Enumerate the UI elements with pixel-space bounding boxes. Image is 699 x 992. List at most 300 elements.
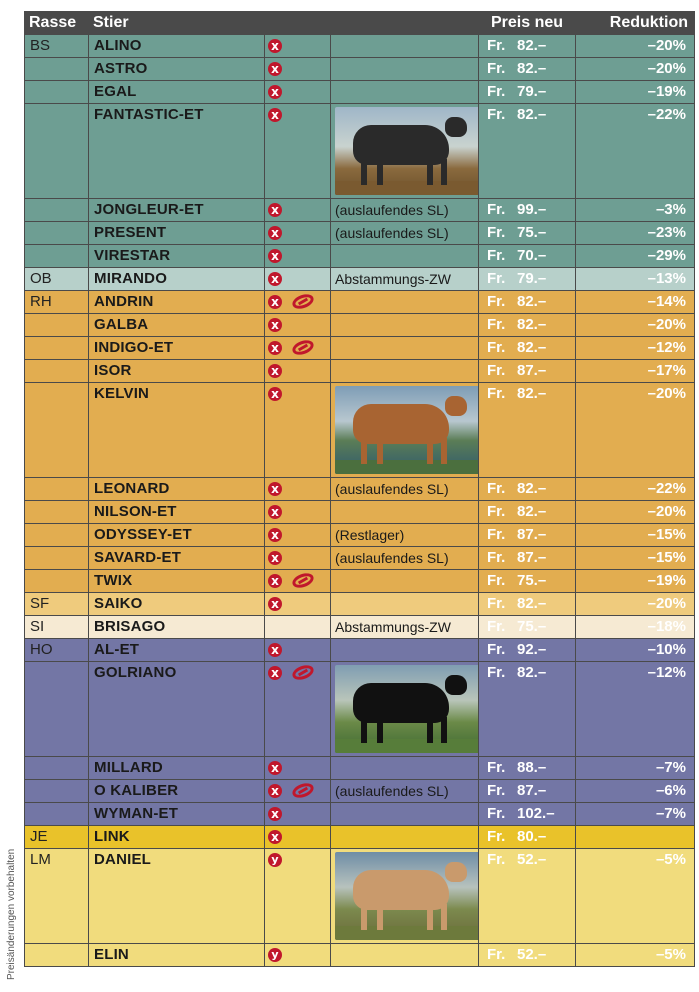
note-cell: [331, 58, 479, 81]
rasse-cell: [25, 222, 89, 245]
red-x-icon: x: [268, 643, 282, 657]
reduction-cell: –23%: [576, 222, 695, 245]
price-value: 102.–: [517, 805, 555, 822]
note-cell: Abstammungs-ZW: [331, 268, 479, 291]
reduction-cell: –20%: [576, 501, 695, 524]
red-x-icon: x: [268, 272, 282, 286]
rasse-cell: [25, 199, 89, 222]
bull-name: INDIGO-ET: [89, 337, 265, 360]
cow-body: [353, 404, 449, 444]
note-cell: [331, 245, 479, 268]
photo-ground: [335, 739, 479, 753]
icon-cell: [265, 383, 331, 478]
bull-name: O KALIBER: [89, 780, 265, 803]
price-cell: [479, 360, 576, 383]
red-x-icon: x: [268, 666, 282, 680]
bull-name: ASTRO: [89, 58, 265, 81]
price-cell: [479, 662, 576, 757]
price-value: 79.–: [517, 270, 547, 287]
rasse-cell: JE: [25, 826, 89, 849]
reduction-cell: –13%: [576, 268, 695, 291]
reduction-cell: –22%: [576, 478, 695, 501]
cow-body: [353, 683, 449, 723]
side-note: Preisänderungen vorbehalten: [6, 848, 17, 980]
currency: Fr.: [487, 572, 506, 589]
price-table: [24, 11, 695, 967]
currency: Fr.: [487, 224, 506, 241]
reduction-cell: –29%: [576, 245, 695, 268]
bull-name: KELVIN: [89, 383, 265, 478]
icon-cell: [265, 849, 331, 944]
reduction-cell: –5%: [576, 944, 695, 967]
icon-cell: [265, 639, 331, 662]
header-icons: [265, 12, 331, 35]
red-x-icon: x: [268, 574, 282, 588]
table-row: [25, 570, 695, 593]
currency: Fr.: [487, 526, 506, 543]
price-value: 87.–: [517, 782, 547, 799]
rasse-cell: [25, 570, 89, 593]
rasse-cell: [25, 547, 89, 570]
price-value: 82.–: [517, 106, 547, 123]
currency: Fr.: [487, 664, 506, 681]
cow-leg: [441, 717, 447, 743]
note-cell: [331, 81, 479, 104]
bull-name: NILSON-ET: [89, 501, 265, 524]
table-row: [25, 199, 695, 222]
price-cell: [479, 199, 576, 222]
reduction-cell: –12%: [576, 337, 695, 360]
red-swoosh-icon: [290, 292, 315, 312]
note-cell: [331, 849, 479, 944]
icon-cell: [265, 501, 331, 524]
reduction-cell: –20%: [576, 383, 695, 478]
red-x-icon: x: [268, 528, 282, 542]
icon-cell: [265, 291, 331, 314]
currency: Fr.: [487, 316, 506, 333]
bull-name: WYMAN-ET: [89, 803, 265, 826]
rasse-cell: [25, 337, 89, 360]
bull-name: ELIN: [89, 944, 265, 967]
reduction-cell: –15%: [576, 547, 695, 570]
table-row: [25, 547, 695, 570]
bull-name: LEONARD: [89, 478, 265, 501]
red-x-icon: x: [268, 39, 282, 53]
icon-cell: [265, 337, 331, 360]
bull-name: VIRESTAR: [89, 245, 265, 268]
cow-body: [353, 870, 449, 910]
price-cell: [479, 616, 576, 639]
price-cell: [479, 337, 576, 360]
currency: Fr.: [487, 83, 506, 100]
bull-name: DANIEL: [89, 849, 265, 944]
price-cell: [479, 757, 576, 780]
reduction-cell: –19%: [576, 81, 695, 104]
icon-cell: [265, 803, 331, 826]
reduction-cell: –22%: [576, 104, 695, 199]
currency: Fr.: [487, 595, 506, 612]
cow-head: [445, 396, 467, 416]
currency: Fr.: [487, 247, 506, 264]
red-x-icon: x: [268, 807, 282, 821]
note-cell: [331, 314, 479, 337]
icon-cell: [265, 757, 331, 780]
rasse-cell: [25, 104, 89, 199]
note-cell: (auslaufendes SL): [331, 199, 479, 222]
photo-ground: [335, 460, 479, 474]
rasse-cell: RH: [25, 291, 89, 314]
cow-leg: [427, 159, 433, 185]
price-value: 52.–: [517, 851, 547, 868]
cow-leg: [441, 438, 447, 464]
currency: Fr.: [487, 641, 506, 658]
table-row: [25, 314, 695, 337]
note-cell: [331, 826, 479, 849]
bull-name: MIRANDO: [89, 268, 265, 291]
table-row: [25, 478, 695, 501]
red-swoosh-icon: [290, 571, 315, 591]
currency: Fr.: [487, 503, 506, 520]
table-row: [25, 662, 695, 757]
price-cell: [479, 245, 576, 268]
price-cell: [479, 547, 576, 570]
bull-name: SAVARD-ET: [89, 547, 265, 570]
reduction-cell: –12%: [576, 662, 695, 757]
reduction-cell: –14%: [576, 291, 695, 314]
bull-name: FANTASTIC-ET: [89, 104, 265, 199]
price-value: 75.–: [517, 224, 547, 241]
red-y-icon: y: [268, 853, 282, 867]
table-row: [25, 268, 695, 291]
note-cell: [331, 570, 479, 593]
currency: Fr.: [487, 385, 506, 402]
icon-cell: [265, 35, 331, 58]
red-x-icon: x: [268, 203, 282, 217]
table-row: [25, 639, 695, 662]
price-value: 82.–: [517, 316, 547, 333]
cow-leg: [441, 904, 447, 930]
cow-leg: [377, 717, 383, 743]
bull-name: JONGLEUR-ET: [89, 199, 265, 222]
table-row: [25, 757, 695, 780]
cow-leg: [427, 438, 433, 464]
note-cell: [331, 35, 479, 58]
black-cow-photo: [335, 107, 479, 195]
red-x-icon: x: [268, 784, 282, 798]
red-swoosh-icon: [290, 663, 315, 683]
note-cell: (Restlager): [331, 524, 479, 547]
note-cell: [331, 639, 479, 662]
price-cell: [479, 826, 576, 849]
header-rasse: Rasse: [25, 12, 89, 35]
price-cell: [479, 314, 576, 337]
rasse-cell: [25, 314, 89, 337]
table-body: [25, 35, 695, 967]
red-x-icon: x: [268, 318, 282, 332]
price-cell: [479, 268, 576, 291]
price-value: 79.–: [517, 83, 547, 100]
reduction-cell: –17%: [576, 360, 695, 383]
note-cell: (auslaufendes SL): [331, 478, 479, 501]
reduction-cell: –5%: [576, 849, 695, 944]
rasse-cell: SF: [25, 593, 89, 616]
rasse-cell: [25, 81, 89, 104]
note-cell: [331, 104, 479, 199]
price-cell: [479, 639, 576, 662]
icon-cell: [265, 547, 331, 570]
price-cell: [479, 35, 576, 58]
icon-cell: [265, 199, 331, 222]
price-value: 70.–: [517, 247, 547, 264]
icon-cell: [265, 104, 331, 199]
currency: Fr.: [487, 37, 506, 54]
bull-name: LINK: [89, 826, 265, 849]
table-row: [25, 593, 695, 616]
red-x-icon: x: [268, 62, 282, 76]
icon-cell: [265, 81, 331, 104]
red-x-icon: x: [268, 505, 282, 519]
header-stier: Stier: [89, 12, 265, 35]
red-x-icon: x: [268, 482, 282, 496]
red-x-icon: x: [268, 830, 282, 844]
note-cell: (auslaufendes SL): [331, 780, 479, 803]
note-cell: [331, 383, 479, 478]
table-row: [25, 780, 695, 803]
red-y-icon: y: [268, 948, 282, 962]
rasse-cell: SI: [25, 616, 89, 639]
rasse-cell: OB: [25, 268, 89, 291]
price-cell: [479, 849, 576, 944]
price-value: 82.–: [517, 339, 547, 356]
currency: Fr.: [487, 293, 506, 310]
red-x-icon: x: [268, 226, 282, 240]
red-x-icon: x: [268, 761, 282, 775]
price-value: 87.–: [517, 526, 547, 543]
reduction-cell: –20%: [576, 314, 695, 337]
price-cell: [479, 478, 576, 501]
price-cell: [479, 222, 576, 245]
bull-name: PRESENT: [89, 222, 265, 245]
price-cell: [479, 570, 576, 593]
price-value: 82.–: [517, 60, 547, 77]
currency: Fr.: [487, 828, 506, 845]
table-row: [25, 291, 695, 314]
icon-cell: [265, 478, 331, 501]
currency: Fr.: [487, 339, 506, 356]
price-cell: [479, 291, 576, 314]
note-cell: [331, 757, 479, 780]
currency: Fr.: [487, 480, 506, 497]
photo-ground: [335, 926, 479, 940]
price-value: 82.–: [517, 595, 547, 612]
bull-name: ANDRIN: [89, 291, 265, 314]
currency: Fr.: [487, 362, 506, 379]
currency: Fr.: [487, 549, 506, 566]
icon-cell: [265, 662, 331, 757]
note-cell: [331, 360, 479, 383]
note-cell: (auslaufendes SL): [331, 547, 479, 570]
note-cell: [331, 662, 479, 757]
note-cell: Abstammungs-ZW: [331, 616, 479, 639]
reduction-cell: –3%: [576, 199, 695, 222]
header-reduktion: Reduktion: [576, 12, 695, 35]
price-value: 88.–: [517, 759, 547, 776]
bull-name: GOLRIANO: [89, 662, 265, 757]
price-cell: [479, 780, 576, 803]
rasse-cell: [25, 662, 89, 757]
cow-leg: [361, 904, 367, 930]
note-cell: [331, 501, 479, 524]
reduction-cell: –20%: [576, 58, 695, 81]
price-value: 87.–: [517, 549, 547, 566]
currency: Fr.: [487, 805, 506, 822]
table-row: [25, 849, 695, 944]
rasse-cell: [25, 245, 89, 268]
table-row: [25, 524, 695, 547]
header-note: [331, 12, 479, 35]
cow-leg: [377, 159, 383, 185]
table-row: [25, 616, 695, 639]
red-x-icon: x: [268, 108, 282, 122]
price-cell: [479, 501, 576, 524]
price-cell: [479, 593, 576, 616]
icon-cell: [265, 780, 331, 803]
price-value: 82.–: [517, 480, 547, 497]
reduction-cell: –7%: [576, 757, 695, 780]
bull-name: MILLARD: [89, 757, 265, 780]
reduction-cell: –10%: [576, 639, 695, 662]
cow-head: [445, 675, 467, 695]
red-x-icon: x: [268, 295, 282, 309]
price-cell: [479, 803, 576, 826]
table-row: [25, 104, 695, 199]
currency: Fr.: [487, 201, 506, 218]
cow-leg: [441, 159, 447, 185]
price-value: 52.–: [517, 946, 547, 963]
note-cell: [331, 337, 479, 360]
rasse-cell: [25, 944, 89, 967]
rasse-cell: [25, 360, 89, 383]
rasse-cell: BS: [25, 35, 89, 58]
cow-body: [353, 125, 449, 165]
price-value: 82.–: [517, 293, 547, 310]
note-cell: [331, 944, 479, 967]
bull-name: AL-ET: [89, 639, 265, 662]
bull-name: ALINO: [89, 35, 265, 58]
bull-name: ISOR: [89, 360, 265, 383]
rasse-cell: [25, 501, 89, 524]
icon-cell: [265, 570, 331, 593]
icon-cell: [265, 222, 331, 245]
icon-cell: [265, 616, 331, 639]
table-row: [25, 35, 695, 58]
price-cell: [479, 104, 576, 199]
reduction-cell: –6%: [576, 780, 695, 803]
rasse-cell: [25, 383, 89, 478]
price-value: 82.–: [517, 37, 547, 54]
price-value: 82.–: [517, 664, 547, 681]
table-row: [25, 245, 695, 268]
reduction-cell: –19%: [576, 570, 695, 593]
price-value: 80.–: [517, 828, 547, 845]
price-cell: [479, 383, 576, 478]
price-value: 99.–: [517, 201, 547, 218]
rasse-cell: [25, 478, 89, 501]
note-cell: [331, 291, 479, 314]
table-row: [25, 222, 695, 245]
price-cell: [479, 81, 576, 104]
reduction-cell: [576, 826, 695, 849]
reduction-cell: –18%: [576, 616, 695, 639]
price-cell: [479, 524, 576, 547]
table-row: [25, 337, 695, 360]
price-cell: [479, 58, 576, 81]
icon-cell: [265, 268, 331, 291]
red-x-icon: x: [268, 551, 282, 565]
currency: Fr.: [487, 782, 506, 799]
currency: Fr.: [487, 60, 506, 77]
currency: Fr.: [487, 851, 506, 868]
reduction-cell: –15%: [576, 524, 695, 547]
currency: Fr.: [487, 759, 506, 776]
table-row: [25, 58, 695, 81]
red-swoosh-icon: [290, 338, 315, 358]
bull-name: TWIX: [89, 570, 265, 593]
rasse-cell: [25, 524, 89, 547]
cow-leg: [427, 717, 433, 743]
red-swoosh-icon: [290, 781, 315, 801]
currency: Fr.: [487, 946, 506, 963]
rasse-cell: [25, 58, 89, 81]
rasse-cell: [25, 780, 89, 803]
header-preis: Preis neu: [479, 12, 576, 35]
icon-cell: [265, 593, 331, 616]
price-value: 92.–: [517, 641, 547, 658]
cow-leg: [361, 438, 367, 464]
currency: Fr.: [487, 270, 506, 287]
red-white-cow-photo: [335, 386, 479, 474]
icon-cell: [265, 826, 331, 849]
rasse-cell: HO: [25, 639, 89, 662]
brown-cow-photo: [335, 852, 479, 940]
icon-cell: [265, 314, 331, 337]
icon-cell: [265, 58, 331, 81]
red-x-icon: x: [268, 387, 282, 401]
note-cell: [331, 593, 479, 616]
bull-name: BRISAGO: [89, 616, 265, 639]
red-x-icon: x: [268, 85, 282, 99]
price-value: 82.–: [517, 385, 547, 402]
bull-name: EGAL: [89, 81, 265, 104]
rasse-cell: [25, 757, 89, 780]
reduction-cell: –20%: [576, 35, 695, 58]
cow-head: [445, 862, 467, 882]
rasse-cell: [25, 803, 89, 826]
price-value: 82.–: [517, 503, 547, 520]
table-row: [25, 944, 695, 967]
icon-cell: [265, 524, 331, 547]
table-row: [25, 803, 695, 826]
black-white-cow-photo: [335, 665, 479, 753]
reduction-cell: –7%: [576, 803, 695, 826]
table-header: [25, 12, 695, 35]
red-x-icon: x: [268, 249, 282, 263]
note-cell: [331, 803, 479, 826]
currency: Fr.: [487, 618, 506, 635]
reduction-cell: –20%: [576, 593, 695, 616]
table-row: [25, 383, 695, 478]
red-x-icon: x: [268, 597, 282, 611]
